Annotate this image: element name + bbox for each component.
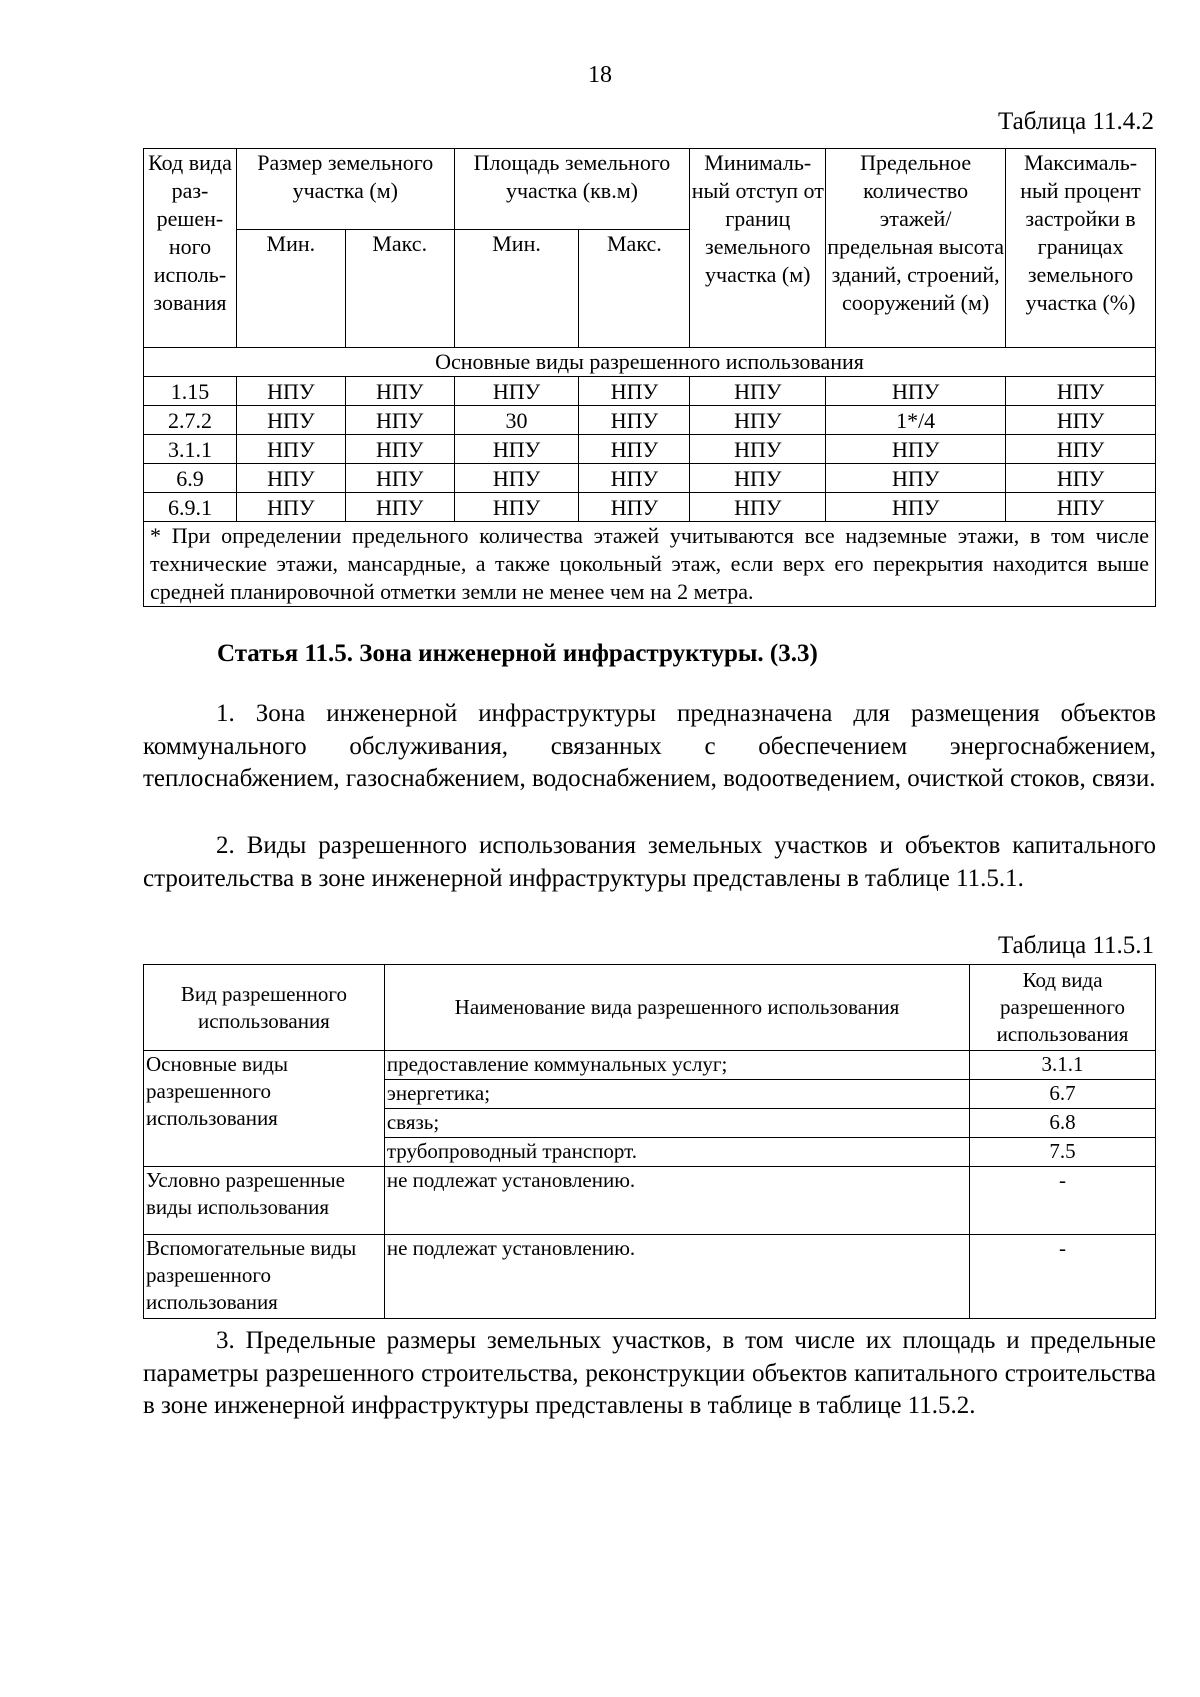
header-area: Площадь земельного участка (кв.м) bbox=[454, 149, 690, 230]
auxiliary-uses-name: не подлежат установлению. bbox=[384, 1235, 969, 1319]
cell: 6.9.1 bbox=[144, 493, 237, 522]
cell: 1.15 bbox=[144, 377, 237, 406]
cell: НПУ bbox=[690, 377, 826, 406]
use-code: 3.1.1 bbox=[970, 1051, 1156, 1080]
table-row bbox=[144, 464, 1156, 493]
header-area-min: Мин. bbox=[454, 230, 579, 348]
article-heading: Статья 11.5. Зона инженерной инфраструктуры. (3.3) bbox=[217, 640, 818, 667]
paragraph-3: 3. Предельные размеры земельных участков, в том числе их площадь и предельные параметры разрешенного строительства, реконструкции объектов капитального строительства в зоне инженерной инфраструктуры представлены в таблице в таблице 11.5.2. bbox=[143, 1327, 1156, 1419]
header-coverage: Максималь-ный процент застройки в границах земельного участка (%) bbox=[1006, 149, 1156, 348]
table-row bbox=[144, 435, 1156, 464]
cell: НПУ bbox=[1006, 435, 1156, 464]
use-name: предоставление коммунальных услуг; bbox=[384, 1051, 969, 1080]
cell: НПУ bbox=[1006, 464, 1156, 493]
table-row bbox=[144, 493, 1156, 522]
cell: НПУ bbox=[345, 406, 454, 435]
conditional-uses-code: - bbox=[970, 1167, 1156, 1235]
paragraph-2: 2. Виды разрешенного использования земельных участков и объектов капитального строительства в зоне инженерной инфраструктуры представлены в таблице 11.5.1. bbox=[143, 832, 1156, 892]
cell: НПУ bbox=[345, 464, 454, 493]
header-setback: Минималь-ный отступ от границ земельного участка (м) bbox=[690, 149, 826, 348]
use-code: 6.8 bbox=[970, 1109, 1156, 1138]
use-code: 6.7 bbox=[970, 1080, 1156, 1109]
conditional-uses-name: не подлежат установлению. bbox=[384, 1167, 969, 1235]
cell: НПУ bbox=[826, 464, 1006, 493]
header-type: Вид разрешенного использования bbox=[144, 965, 385, 1051]
table-row bbox=[144, 406, 1156, 435]
cell: НПУ bbox=[236, 464, 345, 493]
cell: НПУ bbox=[1006, 493, 1156, 522]
main-uses-label: Основные виды разрешенного использования bbox=[144, 1051, 385, 1167]
cell: НПУ bbox=[690, 435, 826, 464]
table-11-4-2 bbox=[143, 148, 1156, 607]
auxiliary-uses-label: Вспомогательные виды разрешенного использования bbox=[144, 1235, 385, 1319]
use-name: энергетика; bbox=[384, 1080, 969, 1109]
cell: НПУ bbox=[454, 493, 579, 522]
header-area-max: Макс. bbox=[579, 230, 690, 348]
cell: НПУ bbox=[454, 464, 579, 493]
section-title: Основные виды разрешенного использования bbox=[144, 348, 1156, 377]
cell: НПУ bbox=[826, 493, 1006, 522]
table-caption-11-5-1: Таблица 11.5.1 bbox=[998, 932, 1154, 959]
cell: НПУ bbox=[690, 406, 826, 435]
use-code: 7.5 bbox=[970, 1138, 1156, 1167]
cell: НПУ bbox=[579, 493, 690, 522]
header-code: Код вида раз-решен-ного исполь-зования bbox=[144, 149, 237, 348]
cell: НПУ bbox=[236, 493, 345, 522]
table-row bbox=[144, 377, 1156, 406]
use-name: трубопроводный транспорт. bbox=[384, 1138, 969, 1167]
header-size-min: Мин. bbox=[236, 230, 345, 348]
cell: НПУ bbox=[579, 435, 690, 464]
cell: 1*/4 bbox=[826, 406, 1006, 435]
cell: НПУ bbox=[236, 377, 345, 406]
cell: 2.7.2 bbox=[144, 406, 237, 435]
auxiliary-uses-code: - bbox=[970, 1235, 1156, 1319]
cell: НПУ bbox=[690, 493, 826, 522]
cell: НПУ bbox=[454, 435, 579, 464]
cell: НПУ bbox=[579, 464, 690, 493]
cell: НПУ bbox=[579, 377, 690, 406]
cell: НПУ bbox=[1006, 377, 1156, 406]
cell: НПУ bbox=[236, 435, 345, 464]
page-number: 18 bbox=[588, 62, 612, 88]
cell: 3.1.1 bbox=[144, 435, 237, 464]
cell: НПУ bbox=[826, 435, 1006, 464]
cell: НПУ bbox=[690, 464, 826, 493]
header-code: Код вида разрешенного использования bbox=[970, 965, 1156, 1051]
cell: НПУ bbox=[826, 377, 1006, 406]
header-floors: Предельное количество этажей/ предельная высота зданий, строений, сооружений (м) bbox=[826, 149, 1006, 348]
cell: 30 bbox=[454, 406, 579, 435]
header-size: Размер земельного участка (м) bbox=[236, 149, 454, 230]
cell: НПУ bbox=[1006, 406, 1156, 435]
cell: НПУ bbox=[345, 377, 454, 406]
header-name: Наименование вида разрешенного использования bbox=[384, 965, 969, 1051]
cell: 6.9 bbox=[144, 464, 237, 493]
cell: НПУ bbox=[454, 377, 579, 406]
paragraph-1: 1. Зона инженерной инфраструктуры предназначена для размещения объектов коммунального обслуживания, связанных с обеспечением энергоснабжением, теплоснабжением, газоснабжением, водоснабжением, водоотведением, очисткой стоков, связи. bbox=[143, 700, 1156, 792]
table-11-5-1 bbox=[143, 964, 1156, 1319]
table-footnote: * При определении предельного количества этажей учитываются все надземные этажи, в том числе технические этажи, мансардные, а также цокольный этаж, если верх его перекрытия находится выше средней планировочной отметки земли не менее чем на 2 метра. bbox=[144, 522, 1156, 607]
cell: НПУ bbox=[345, 435, 454, 464]
conditional-uses-label: Условно разрешенные виды использования bbox=[144, 1167, 385, 1235]
cell: НПУ bbox=[345, 493, 454, 522]
cell: НПУ bbox=[236, 406, 345, 435]
table-caption-11-4-2: Таблица 11.4.2 bbox=[998, 108, 1154, 135]
header-size-max: Макс. bbox=[345, 230, 454, 348]
cell: НПУ bbox=[579, 406, 690, 435]
use-name: связь; bbox=[384, 1109, 969, 1138]
